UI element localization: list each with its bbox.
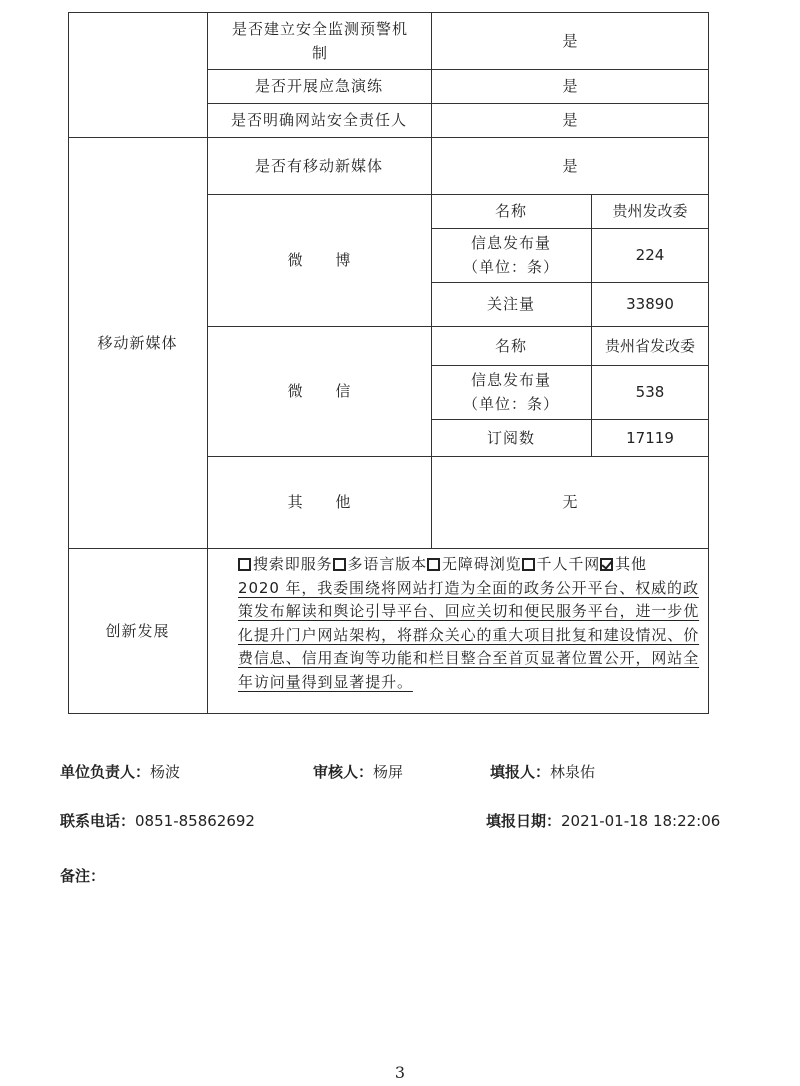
emergency-drill-value: 是 (562, 77, 578, 95)
wechat-name-value: 贵州省发改委 (604, 336, 695, 355)
mobile-section-label: 移动新媒体 (97, 333, 178, 352)
reviewer: 审核人：杨屏 (313, 763, 404, 781)
wechat-subs-value: 17119 (626, 428, 674, 447)
security-monitoring-value: 是 (562, 31, 578, 50)
page-number: 3 (394, 1063, 406, 1082)
checkbox-icon (522, 558, 535, 571)
weibo-posts-value: 224 (635, 246, 665, 264)
security-person-label: 是否明确网站安全责任人 (230, 111, 407, 129)
option-multilingual: 多语言版本 (333, 555, 428, 573)
innovation-options (238, 553, 704, 577)
unit-head: 单位负责人：杨波 (60, 763, 181, 781)
remark: 备注： (60, 867, 106, 885)
innovation-label: 创新发展 (105, 622, 170, 640)
security-monitoring-label: 是否建立安全监测预警机制 (231, 19, 408, 62)
filler: 填报人：林泉佑 (490, 763, 596, 781)
innovation-description: 2020 年，我委围绕将网站打造为全面的政务公开平台、权威的政策发布解读和舆论引导平台、回应关切和便民服务平台，进一步优化提升门户网站架构，将群众关心的重大项目批复和建设情况、价费信息、信用查询等功能和栏目整合至首页显著位置公开，网站全年访问量得到显著提升。 (238, 578, 700, 691)
option-other: 其他 (600, 555, 647, 573)
has-mobile-label: 是否有移动新媒体 (254, 156, 383, 175)
checkbox-icon (238, 558, 251, 571)
weibo-name-value: 贵州发改委 (612, 202, 688, 220)
wechat-posts-label-line2: （单位：条） (462, 395, 559, 413)
option-accessibility: 无障碍浏览 (427, 555, 522, 573)
security-person-value: 是 (562, 111, 578, 129)
option-search-service: 搜索即服务 (238, 555, 333, 573)
checkbox-icon (427, 558, 440, 571)
innovation-content (238, 553, 704, 694)
weibo-label: 微 博 (287, 251, 365, 269)
weibo-posts-label (431, 228, 591, 282)
option-personalized: 千人千网 (522, 555, 601, 573)
wechat-posts-label-line1: 信息发布量 (470, 371, 551, 389)
fill-date: 填报日期：2021-01-18 18:22:06 (486, 812, 721, 830)
weibo-posts-label-line2: （单位：条） (462, 258, 559, 276)
wechat-subs-label: 订阅数 (486, 428, 535, 447)
weibo-posts-label-line1: 信息发布量 (470, 234, 551, 252)
checkbox-checked-icon (600, 558, 613, 571)
emergency-drill-label: 是否开展应急演练 (254, 77, 383, 95)
wechat-posts-value: 538 (635, 383, 665, 401)
contact-phone: 联系电话：0851-85862692 (60, 812, 255, 830)
weibo-name-label: 名称 (494, 202, 527, 220)
wechat-posts-label (431, 365, 591, 419)
weibo-follow-label: 关注量 (486, 295, 535, 313)
has-mobile-value: 是 (562, 156, 578, 175)
other-label: 其 他 (287, 493, 365, 511)
weibo-follow-value: 33890 (626, 295, 674, 313)
wechat-name-label: 名称 (494, 336, 527, 355)
wechat-label: 微 信 (287, 382, 365, 400)
checkbox-icon (333, 558, 346, 571)
other-value: 无 (562, 493, 578, 511)
